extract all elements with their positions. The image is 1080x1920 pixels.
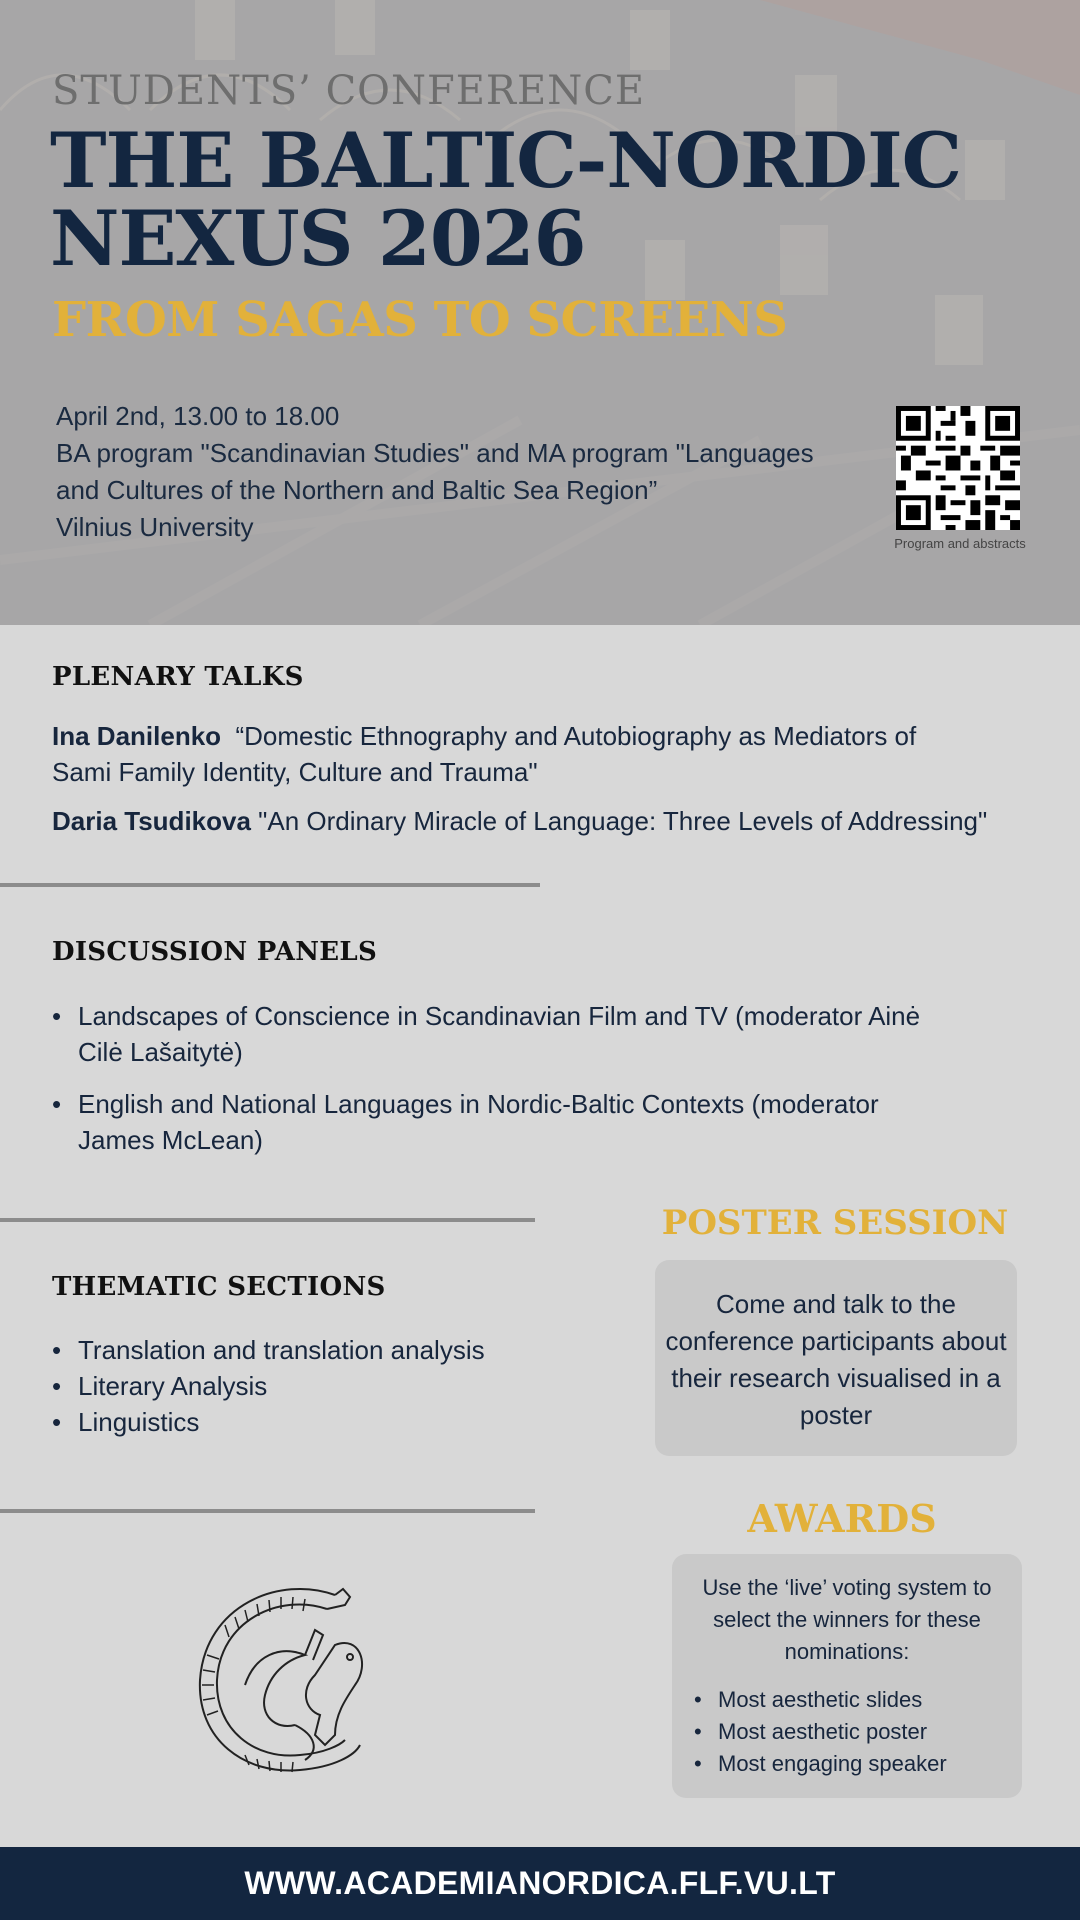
section-divider [0, 1509, 535, 1513]
runic-dragon-emblem-icon [185, 1575, 395, 1785]
event-programs-line-2: and Cultures of the Northern and Baltic Sea Region” [56, 475, 658, 505]
poster-session-heading: POSTER SESSION [661, 1203, 1009, 1243]
awards-text-line: select the winners for these [713, 1607, 981, 1632]
plenary-talk-1 [52, 718, 1042, 790]
qr-code-icon[interactable] [896, 406, 1020, 530]
awards-text-line: Use the ‘live’ voting system to [702, 1575, 992, 1600]
panel-title-line-1: • English and National Languages in Nordic-Baltic Contexts (moderator [78, 1089, 879, 1119]
poster-text-line: poster [799, 1400, 873, 1430]
talk-title-continued: Sami Family Identity, Culture and Trauma" [52, 757, 538, 787]
panel-title-line-2: Cilė Lašaitytė) [78, 1037, 243, 1067]
discussion-panels-list [52, 998, 1032, 1158]
poster-session-box [655, 1260, 1017, 1456]
poster-text-line: their research visualised in a [671, 1363, 1001, 1393]
awards-description [686, 1572, 1008, 1668]
section-divider [0, 883, 540, 887]
list-item [52, 998, 1032, 1070]
list-item: • Most aesthetic slides [694, 1684, 947, 1716]
event-date-time: April 2nd, 13.00 to 18.00 [56, 401, 340, 431]
title-line-1: THE BALTIC-NORDIC [50, 116, 962, 205]
list-item: • Most aesthetic poster [694, 1716, 947, 1748]
plenary-talk-2 [52, 803, 1062, 839]
list-item: • Translation and translation analysis [52, 1332, 612, 1368]
thematic-sections-list [52, 1332, 612, 1440]
footer-bar [0, 1847, 1080, 1920]
panel-title-line-1: • Landscapes of Conscience in Scandinavian Film and TV (moderator Ainė [78, 1001, 921, 1031]
list-item [52, 1086, 1032, 1158]
section-divider [0, 1218, 535, 1222]
speaker-name: Ina Danilenko [52, 721, 222, 751]
awards-nominations-list [694, 1684, 947, 1780]
thematic-sections-heading: THEMATIC SECTIONS [52, 1272, 386, 1302]
website-link[interactable]: WWW.ACADEMIANORDICA.FLF.VU.LT [244, 1865, 836, 1901]
talk-title: "An Ordinary Miracle of Language: Three Levels of Addressing" [258, 806, 988, 836]
event-programs-line-1: BA program "Scandinavian Studies" and MA program "Languages [56, 438, 814, 468]
poster-session-text [655, 1286, 1017, 1434]
awards-text-line: nominations: [784, 1639, 910, 1664]
poster-text-line: conference participants about [665, 1326, 1007, 1356]
event-info [56, 398, 816, 546]
list-item: • Most engaging speaker [694, 1748, 947, 1780]
panel-title-line-2: James McLean) [78, 1125, 263, 1155]
talk-title: “Domestic Ethnography and Autobiography as Mediators of [235, 721, 917, 751]
page-title [50, 116, 962, 283]
event-venue: Vilnius University [56, 512, 254, 542]
list-item: • Linguistics [52, 1404, 612, 1440]
awards-box [672, 1554, 1022, 1798]
tagline: FROM SAGAS TO SCREENS [52, 292, 788, 348]
speaker-name: Daria Tsudikova [52, 806, 251, 836]
title-line-2: NEXUS 2026 [50, 194, 586, 283]
hero-banner [0, 0, 1080, 625]
qr-caption: Program and abstracts [894, 536, 1026, 551]
poster-text-line: Come and talk to the [716, 1289, 956, 1319]
awards-heading: AWARDS [747, 1496, 937, 1541]
list-item: • Literary Analysis [52, 1368, 612, 1404]
conference-type-label: STUDENTS’ CONFERENCE [52, 68, 646, 114]
plenary-talks-heading: PLENARY TALKS [52, 662, 304, 692]
discussion-panels-heading: DISCUSSION PANELS [52, 937, 378, 967]
